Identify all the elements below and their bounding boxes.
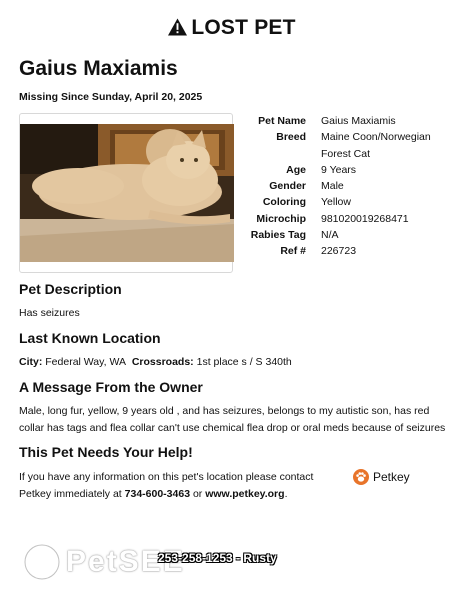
petkey-name: Petkey xyxy=(373,470,410,484)
help-heading: This Pet Needs Your Help! xyxy=(19,444,193,460)
help-end: . xyxy=(284,488,288,500)
detail-value: 981020019268471 xyxy=(321,212,409,225)
detail-label: Microchip xyxy=(256,212,306,225)
detail-row xyxy=(240,227,431,243)
pet-details xyxy=(240,113,431,260)
detail-row xyxy=(240,178,431,194)
pet-photo-frame xyxy=(19,113,233,273)
location-heading: Last Known Location xyxy=(19,330,161,346)
watermark-logo-icon xyxy=(22,542,62,582)
detail-value: Male xyxy=(321,180,344,193)
detail-label: Breed xyxy=(276,131,306,144)
detail-value: Gaius Maxiamis xyxy=(321,115,396,127)
owner-message-heading: A Message From the Owner xyxy=(19,379,203,395)
pet-photo xyxy=(20,124,234,262)
city-label: City: xyxy=(19,356,43,368)
detail-row xyxy=(240,113,431,129)
detail-label: Age xyxy=(286,163,306,176)
crossroads-label: Crossroads: xyxy=(131,356,194,368)
detail-row xyxy=(240,194,431,210)
website-link[interactable]: www.petkey.org xyxy=(205,488,285,500)
help-intro: If you have any information on this pet's location please contact Petkey immediately at xyxy=(19,471,314,500)
detail-label: Gender xyxy=(269,180,306,193)
detail-value: N/A xyxy=(321,229,339,242)
city-value: Federal Way, WA xyxy=(45,356,126,368)
pet-name-heading: Gaius Maxiamis xyxy=(19,57,178,80)
description-heading: Pet Description xyxy=(19,281,122,297)
owner-message-text: Male, long fur, yellow, 9 years old , and has seizures, belongs to my autistic son, has red collar has tags and flea collar can't use chemical flea drop or oral meds because of seizures xyxy=(19,405,446,434)
lost-pet-banner xyxy=(0,16,464,40)
detail-value: Maine Coon/Norwegian Forest Cat xyxy=(321,131,431,160)
detail-row xyxy=(240,243,431,259)
detail-value: Yellow xyxy=(321,196,351,209)
warning-icon xyxy=(168,18,187,36)
paw-icon xyxy=(353,469,369,485)
location-info xyxy=(19,354,292,371)
help-text xyxy=(19,469,339,503)
missing-since: Missing Since Sunday, April 20, 2025 xyxy=(19,91,203,103)
detail-row xyxy=(240,162,431,178)
description-text: Has seizures xyxy=(19,307,80,319)
detail-row xyxy=(240,129,431,162)
detail-row xyxy=(240,211,431,227)
petkey-brand xyxy=(353,469,410,485)
banner-title: LOST PET xyxy=(191,16,296,39)
detail-label: Rabies Tag xyxy=(250,229,306,242)
detail-label: Pet Name xyxy=(258,115,306,127)
help-or: or xyxy=(190,488,206,500)
detail-label: Ref # xyxy=(280,245,306,258)
phone-number[interactable]: 734-600-3463 xyxy=(124,488,191,500)
watermark-text: PetSEE xyxy=(66,545,185,578)
detail-value: 226723 xyxy=(321,245,357,258)
detail-label: Coloring xyxy=(262,196,306,209)
contact-overlay: 253-258-1253 - Rusty xyxy=(158,551,277,565)
crossroads-value: 1st place s / S 340th xyxy=(196,356,292,368)
detail-value: 9 Years xyxy=(321,163,357,176)
